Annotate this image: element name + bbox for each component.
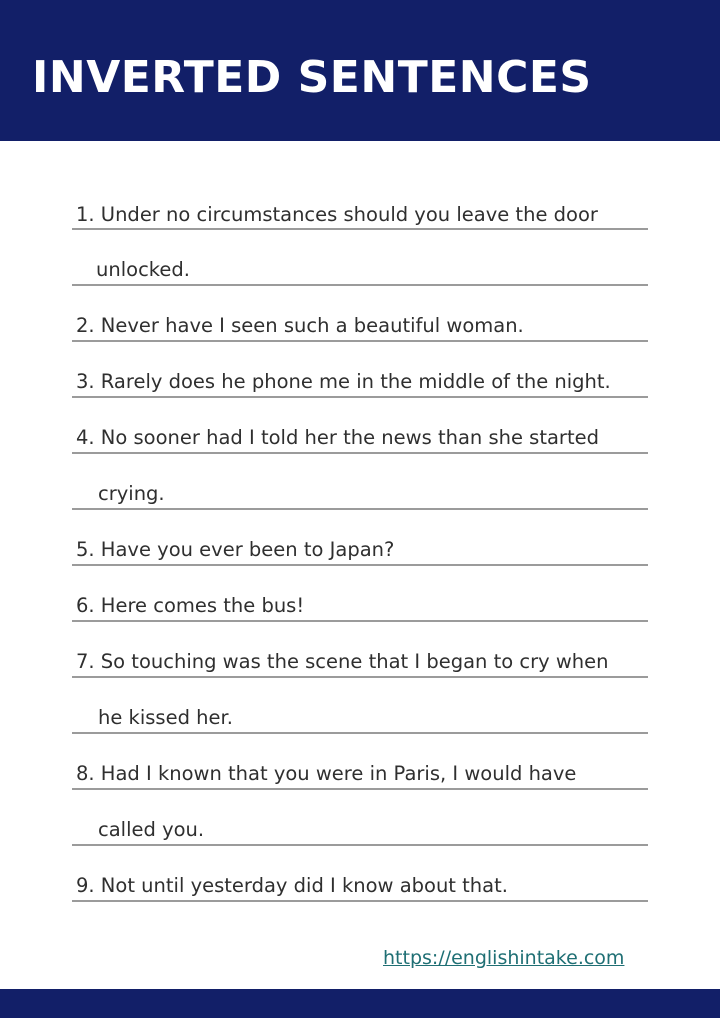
rule-line <box>72 900 648 902</box>
sentence-4-line-2: crying. <box>98 482 165 505</box>
rule-line <box>72 788 648 790</box>
rule-line <box>72 508 648 510</box>
rule-line <box>72 228 648 230</box>
sentence-6-line-1: 6. Here comes the bus! <box>76 594 305 617</box>
sentence-7-line-2: he kissed her. <box>98 706 233 729</box>
rule-line <box>72 676 648 678</box>
rule-line <box>72 844 648 846</box>
sentence-3-line-1: 3. Rarely does he phone me in the middle of the night. <box>76 370 611 393</box>
footer-bar <box>0 989 720 1018</box>
sentence-1-line-1: 1. Under no circumstances should you leave the door <box>76 203 598 226</box>
rule-line <box>72 620 648 622</box>
rule-line <box>72 396 648 398</box>
sentence-4-line-1: 4. No sooner had I told her the news than she started <box>76 426 599 449</box>
sentence-2-line-1: 2. Never have I seen such a beautiful woman. <box>76 314 524 337</box>
page-title: INVERTED SENTENCES <box>32 52 592 103</box>
sentence-8-line-2: called you. <box>98 818 205 841</box>
sentence-9-line-1: 9. Not until yesterday did I know about that. <box>76 874 508 897</box>
rule-line <box>72 340 648 342</box>
website-link[interactable]: https://englishintake.com <box>383 947 625 969</box>
sentence-8-line-1: 8. Had I known that you were in Paris, I would have <box>76 762 577 785</box>
sentence-5-line-1: 5. Have you ever been to Japan? <box>76 538 395 561</box>
sentence-7-line-1: 7. So touching was the scene that I began to cry when <box>76 650 609 673</box>
rule-line <box>72 732 648 734</box>
rule-line <box>72 564 648 566</box>
rule-line <box>72 452 648 454</box>
sentence-1-line-2: unlocked. <box>96 258 190 281</box>
header-banner <box>0 0 720 141</box>
rule-line <box>72 284 648 286</box>
